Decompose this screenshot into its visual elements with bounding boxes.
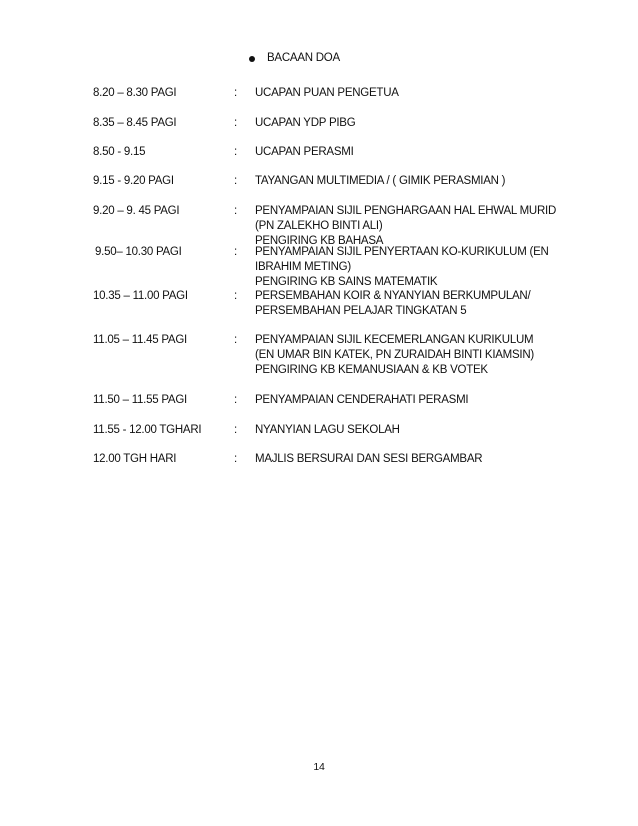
schedule-desc <box>255 289 530 319</box>
schedule-colon: : <box>234 87 237 99</box>
schedule-time: 9.15 - 9.20 PAGI <box>93 175 174 187</box>
page-number: 14 <box>313 761 325 773</box>
schedule-desc-line: PENGIRING KB SAINS MATEMATIK <box>255 276 438 288</box>
schedule-desc-line: MAJLIS BERSURAI DAN SESI BERGAMBAR <box>255 453 483 465</box>
schedule-desc-line: PENYAMPAIAN SIJIL PENGHARGAAN HAL EHWAL MURID <box>255 205 557 217</box>
schedule-colon: : <box>234 290 237 302</box>
schedule-desc <box>255 452 482 467</box>
schedule-colon: : <box>234 146 237 158</box>
schedule-desc <box>255 245 549 290</box>
schedule-time: 10.35 – 11.00 PAGI <box>93 290 188 302</box>
schedule-colon: : <box>234 334 237 346</box>
schedule-desc-line: UCAPAN PERASMI <box>255 146 354 158</box>
schedule-desc <box>255 86 399 101</box>
schedule-desc <box>255 204 556 249</box>
schedule-colon: : <box>234 175 237 187</box>
schedule-time: 11.05 – 11.45 PAGI <box>93 334 187 346</box>
schedule-colon: : <box>234 453 237 465</box>
schedule-desc-line: NYANYIAN LAGU SEKOLAH <box>255 424 400 436</box>
schedule-desc-line: IBRAHIM METING) <box>255 261 351 273</box>
schedule-desc-line: PERSEMBAHAN KOIR & NYANYIAN BERKUMPULAN/ <box>255 290 531 302</box>
schedule-desc-line: PENGIRING KB KEMANUSIAAN & KB VOTEK <box>255 364 488 376</box>
schedule-desc <box>255 145 354 160</box>
schedule-desc <box>255 333 534 378</box>
schedule-time: 11.50 – 11.55 PAGI <box>93 394 187 406</box>
schedule-time: 9.50– 10.30 PAGI <box>95 246 182 258</box>
bullet-text: BACAAN DOA <box>267 52 340 64</box>
schedule-desc-line: PENGIRING KB BAHASA <box>255 235 384 247</box>
schedule-colon: : <box>234 246 237 258</box>
schedule-desc-line: PENYAMPAIAN CENDERAHATI PERASMI <box>255 394 469 406</box>
schedule-colon: : <box>234 117 237 129</box>
schedule-time: 8.20 – 8.30 PAGI <box>93 87 177 99</box>
schedule-desc <box>255 423 400 438</box>
schedule-desc-line: (PN ZALEKHO BINTI ALI) <box>255 220 383 232</box>
schedule-desc-line: UCAPAN YDP PIBG <box>255 117 356 129</box>
schedule-desc-line: PERSEMBAHAN PELAJAR TINGKATAN 5 <box>255 305 467 317</box>
schedule-time: 8.35 – 8.45 PAGI <box>93 117 177 129</box>
schedule-colon: : <box>234 394 237 406</box>
schedule-desc-line: PENYAMPAIAN SIJIL PENYERTAAN KO-KURIKULUM (EN <box>255 246 549 258</box>
schedule-time: 12.00 TGH HARI <box>93 453 177 465</box>
schedule-time: 11.55 - 12.00 TGHARI <box>93 424 202 436</box>
schedule-colon: : <box>234 205 237 217</box>
bullet-icon <box>249 56 255 62</box>
schedule-desc <box>255 393 468 408</box>
schedule-desc-line: (EN UMAR BIN KATEK, PN ZURAIDAH BINTI KIAMSIN) <box>255 349 535 361</box>
schedule-desc <box>255 116 355 131</box>
bullet-item <box>249 51 340 66</box>
schedule-desc <box>255 174 505 189</box>
schedule-desc-line: PENYAMPAIAN SIJIL KECEMERLANGAN KURIKULUM <box>255 334 534 346</box>
schedule-time: 8.50 - 9.15 <box>93 146 146 158</box>
schedule-desc-line: TAYANGAN MULTIMEDIA / ( GIMIK PERASMIAN ) <box>255 175 506 187</box>
schedule-time: 9.20 – 9. 45 PAGI <box>93 205 180 217</box>
schedule-desc-line: UCAPAN PUAN PENGETUA <box>255 87 399 99</box>
schedule-colon: : <box>234 424 237 436</box>
